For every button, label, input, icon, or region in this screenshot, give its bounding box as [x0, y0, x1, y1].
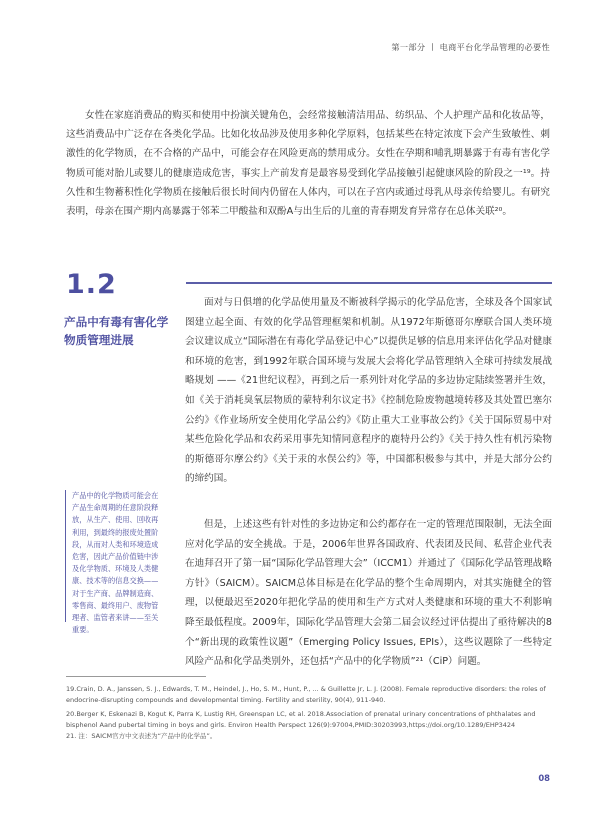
sidenote-text: 产品中的化学物质可能会在产品生命周期的任意阶段释放，从生产、使用、回收再利用，到最终的报废处置阶段，从而对人类和环境造成危害，因此产品价值链中涉及化学物质、环境及人类健康、技术等的信息交换——对于生产商、品牌制造商、零售商、最终用户、废物管理者、监管者来讲——至关重要。: [72, 491, 159, 635]
footnote-20: 20.Berger K, Eskenazi B, Kogut K, Parra K, Lustig RH, Greenspan LC, et al. 2018.Association of prenatal urinary concentrations of phthalates and bisphenol Aand pubertal timing in boys and girls. Environ Health Perspect 126(9):97004,PMID:30203993,https://doi.org/10.1289/EHP3424: [66, 710, 536, 729]
section-number: 1.2: [66, 269, 117, 300]
section-divider: [186, 282, 552, 284]
running-header: 第一部分 丨 电商平台化学品管理的必要性: [391, 42, 550, 52]
footnote-divider: [66, 676, 206, 677]
sidenote-box: [65, 490, 162, 635]
section-paragraph-1: 面对与日俱增的化学品使用量及不断被科学揭示的化学品危害，全球及各个国家试图建立起全面、有效的化学品管理框架和机制。从1972年斯德哥尔摩联合国人类环境会议建议成立“国际潜在有毒化学品登记中心”以提供足够的信息用来评估化学品对健康和环境的危害，到1992年联合国环境与发展大会将化学品管理纳入全球可持续发展战略规划 ——《21世纪议程》，再到之后一系列针对化学品的多边协定陆续签署并生效，如《关于消耗臭氧层物质的蒙特利尔议定书》《控制危险废物越境转移及其处置巴塞尔公约》《作业场所安全使用化学品公约》《防止重大工业事故公约》《关于国际贸易中对某些危险化学品和农药采用事先知情同意程序的鹿特丹公约》《关于持久性有机污染物的斯德哥尔摩公约》《关于汞的水俣公约》等，中国都积极参与其中，并是大部分公约的缔约国。: [185, 297, 552, 485]
footnote-19: 19.Crain, D. A., Janssen, S. J., Edwards, T. M., Heindel, J., Ho, S. M., Hunt, P., ... & Guillette Jr, L. J. (2008). Female reproductive disorders: the roles of endocrine-disrupting compounds and developmental timing. Fertility and sterility, 90(4), 911-940.: [66, 685, 546, 704]
section-paragraph-2: 但是，上述这些有针对性的多边协定和公约都存在一定的管理范围限制，无法全面应对化学品的安全挑战。于是，2006年世界各国政府、代表团及民间、私营企业代表在迪拜召开了第一届“国际化学品管理大会”（ICCM1）并通过了《国际化学品管理战略方针》（SAICM）。SAICM总体目标是在化学品的整个生命周期内，对其实施健全的管理，以便最迟至2020年把化学品的使用和生产方式对人类健康和环境的重大不利影响降至最低程度。2009年，国际化学品管理大会第二届会议经过评估提出了亟待解决的8个“新出现的政策性议题”（Emerging Policy Issues, EPIs），这些议题除了一些特定风险产品和化学品类别外，还包括“产品中的化学物质”²¹（CiP）问题。: [185, 519, 552, 668]
footnote-21: 21. 注：SAICM官方中文表述为“产品中的化学品”。: [66, 732, 217, 740]
intro-paragraph: 女性在家庭消费品的购买和使用中扮演关键角色，会经常接触清洁用品、纺织品、个人护理产品和化妆品等，这些消费品中广泛存在各类化学品。比如化妆品涉及使用多种化学原料，包括某些在特定浓度下会产生致敏性、刺激性的化学物质，在不合格的产品中，可能会存在风险更高的禁用成分。女性在孕期和哺乳期暴露于有毒有害化学物质可能对胎儿或婴儿的健康造成危害，事实上产前发育是最容易受到化学品接触引起健康风险的阶段之一¹⁹。持久性和生物蓄积性化学物质在接触后很长时间内仍留在人体内，可以在子宫内或通过母乳从母亲传给婴儿。有研究表明，母亲在围产期内高暴露于邻苯二甲酸盐和双酚A与出生后的儿童的青春期发育异常存在总体关联²⁰。: [66, 110, 550, 218]
page-number: 08: [538, 773, 550, 783]
section-title: 产品中有毒有害化学物质管理进展: [64, 315, 169, 347]
footnotes: [66, 684, 552, 742]
